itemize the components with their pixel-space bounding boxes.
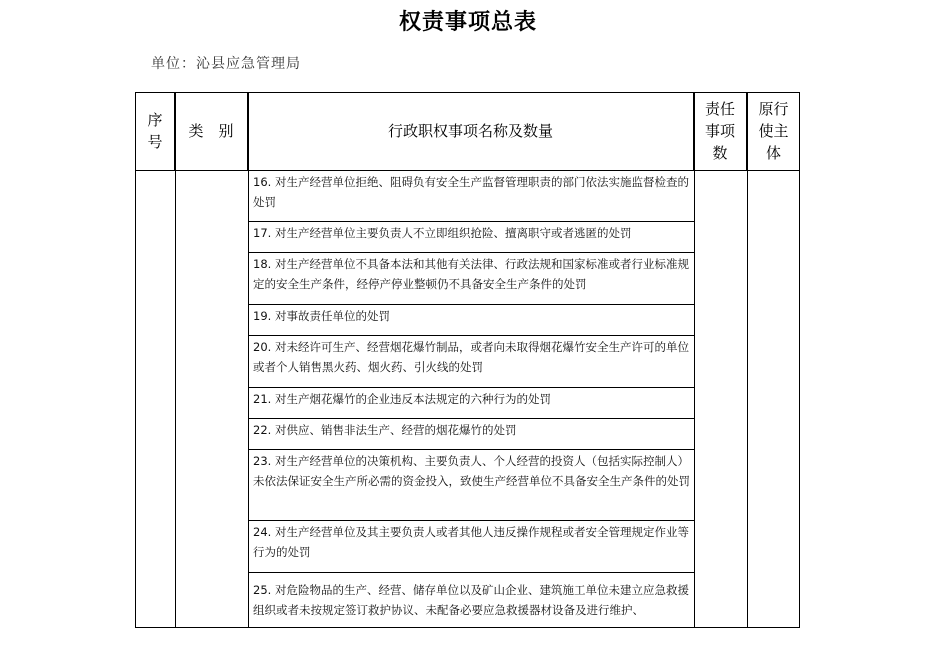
table-row: 19. 对事故责任单位的处罚 bbox=[248, 305, 694, 336]
header-subject-line1: 原行 bbox=[758, 100, 789, 118]
header-seq-line2: 号 bbox=[147, 133, 163, 151]
table-row: 16. 对生产经营单位拒绝、阻碍负有安全生产监督管理职责的部门依法实施监督检查的处罚 bbox=[248, 171, 694, 222]
header-count-line2: 事项 bbox=[704, 122, 735, 140]
table-row: 25. 对危险物品的生产、经营、储存单位以及矿山企业、建筑施工单位未建立应急救援组织或者未按规定签订救护协议、未配备必要应急救援器材设备及进行维护、 bbox=[253, 583, 689, 617]
header-subject-line2: 使主 bbox=[758, 122, 789, 140]
header-count-line3: 数 bbox=[712, 144, 728, 162]
col-divider bbox=[175, 92, 176, 628]
table-row: 18. 对生产经营单位不具备本法和其他有关法律、行政法规和国家标准或者行业标准规定的安全生产条件，经停产停业整顿仍不具备安全生产条件的处罚 bbox=[248, 253, 694, 305]
header-count bbox=[694, 92, 747, 171]
col-divider bbox=[694, 92, 695, 628]
header-seq bbox=[136, 92, 175, 171]
header-category bbox=[175, 92, 248, 171]
page-title: 权责事项总表 bbox=[398, 10, 537, 35]
header-subject bbox=[747, 92, 800, 171]
header-subject-line3: 体 bbox=[765, 144, 781, 162]
table-row: 17. 对生产经营单位主要负责人不立即组织抢险、擅离职守或者逃匿的处罚 bbox=[248, 222, 694, 253]
table-row: 20. 对未经许可生产、经营烟花爆竹制品，或者向未取得烟花爆竹安全生产许可的单位或者个人销售黑火药、烟火药、引火线的处罚 bbox=[248, 336, 694, 388]
unit-label: 单位：沁县应急管理局 bbox=[151, 56, 301, 72]
header-name-label: 行政职权事项名称及数量 bbox=[387, 122, 553, 140]
table-row: 22. 对供应、销售非法生产、经营的烟花爆竹的处罚 bbox=[248, 419, 694, 450]
table-row: 24. 对生产经营单位及其主要负责人或者其他人违反操作规程或者安全管理规定作业等行为的处罚 bbox=[248, 521, 694, 573]
header-count-line1: 责任 bbox=[704, 100, 735, 118]
col-divider bbox=[747, 92, 748, 628]
table-row: 23. 对生产经营单位的决策机构、主要负责人、个人经营的投资人（包括实际控制人）未依法保证安全生产所必需的资金投入，致使生产经营单位不具备安全生产条件的处罚 bbox=[248, 450, 694, 521]
table-row: 21. 对生产烟花爆竹的企业违反本法规定的六种行为的处罚 bbox=[248, 388, 694, 419]
header-name bbox=[248, 92, 694, 171]
header-category-label: 类 别 bbox=[188, 122, 234, 140]
header-seq-line1: 序 bbox=[147, 111, 163, 129]
